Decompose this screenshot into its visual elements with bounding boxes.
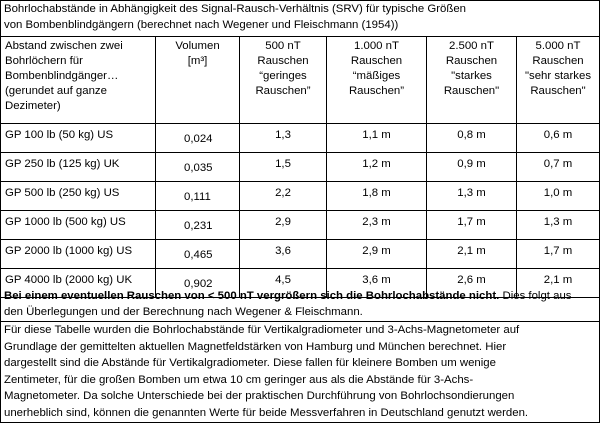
volume-cell: 0,465: [156, 240, 240, 269]
spacing-500nt-cell: 2,9: [240, 211, 327, 240]
bomb-type-cell: GP 2000 lb (1000 kg) US: [1, 240, 156, 269]
header-cell-2500nt: 2.500 nT Rauschen "starkes Rauschen": [427, 37, 517, 124]
volume-cell: 0,111: [156, 182, 240, 211]
spacing-1000nt-cell: 1,2 m: [327, 153, 427, 182]
volume-cell: 0,902: [156, 269, 240, 298]
caption-line: Bohrlochabstände in Abhängigkeit des Signal-Rausch-Verhältnis (SRV) für typische Größen: [4, 3, 466, 15]
bomb-type-cell: GP 250 lb (125 kg) UK: [1, 153, 156, 182]
volume-cell: 0,035: [156, 153, 240, 182]
header-cell-1000nt: 1.000 nT Rauschen “mäßiges Rauschen”: [327, 37, 427, 124]
spacing-2500nt-cell: 2,1 m: [427, 240, 517, 269]
noise-note-line: [4, 288, 598, 304]
spacing-1000nt-cell: 1,1 m: [327, 124, 427, 153]
spacing-2500nt-cell: 1,7 m: [427, 211, 517, 240]
header-cell-500nt: 500 nT Rauschen “geringes Rauschen”: [240, 37, 327, 124]
bomb-type-cell: GP 500 lb (250 kg) US: [1, 182, 156, 211]
header-cell-volume: Volumen [m³]: [156, 37, 240, 124]
method-note: [4, 322, 598, 422]
spacing-500nt-cell: 2,2: [240, 182, 327, 211]
noise-note: [4, 288, 598, 320]
spacing-1000nt-cell: 1,8 m: [327, 182, 427, 211]
spacing-1000nt-cell: 3,6 m: [327, 269, 427, 298]
spacing-2500nt-cell: 1,3 m: [427, 182, 517, 211]
table-caption: [4, 1, 596, 33]
table-row: [1, 182, 600, 211]
table-row: [1, 211, 600, 240]
volume-cell: 0,024: [156, 124, 240, 153]
table-header-row: [1, 37, 600, 124]
table-row: [1, 240, 600, 269]
header-cell-distance: Abstand zwischen zwei Bohrlöchern für Bombenblindgänger… (gerundet auf ganze Dezimeter): [1, 37, 156, 124]
method-note-line: Grundlage der gemittelten aktuellen Magnetfeldstärken von Hamburg und München berechnet. Hier: [4, 340, 507, 353]
spacing-2500nt-cell: 2,6 m: [427, 269, 517, 298]
spacing-500nt-cell: 1,5: [240, 153, 327, 182]
spacing-table: [0, 36, 600, 298]
spacing-500nt-cell: 3,6: [240, 240, 327, 269]
spacing-5000nt-cell: 2,1 m: [517, 269, 600, 298]
spacing-5000nt-cell: 0,6 m: [517, 124, 600, 153]
spacing-500nt-cell: 4,5: [240, 269, 327, 298]
bomb-type-cell: GP 100 lb (50 kg) US: [1, 124, 156, 153]
spacing-500nt-cell: 1,3: [240, 124, 327, 153]
method-note-line: unerheblich sind, können die genannten Werte für beide Messverfahren in Deutschland genutzt werden.: [4, 406, 529, 419]
caption-line: von Bombenblindgängern (berechnet nach Wegener und Fleischmann (1954)): [4, 19, 399, 31]
spacing-5000nt-cell: 1,7 m: [517, 240, 600, 269]
spacing-5000nt-cell: 1,0 m: [517, 182, 600, 211]
bomb-type-cell: GP 1000 lb (500 kg) US: [1, 211, 156, 240]
table-row: [1, 124, 600, 153]
table-row: [1, 153, 600, 182]
spacing-2500nt-cell: 0,9 m: [427, 153, 517, 182]
method-note-line: Zentimeter, für die großen Bomben um etwa 10 cm geringer aus als die Abstände für 3-Achs-: [4, 373, 474, 386]
bomb-type-cell: GP 4000 lb (2000 kg) UK: [1, 269, 156, 298]
volume-cell: 0,231: [156, 211, 240, 240]
method-note-line: Für diese Tabelle wurden die Bohrlochabstände für Vertikalgradiometer und 3-Achs-Magnetometer auf: [4, 324, 520, 336]
noise-note-rest: Dies folgt aus: [499, 290, 572, 302]
spacing-1000nt-cell: 2,9 m: [327, 240, 427, 269]
spacing-2500nt-cell: 0,8 m: [427, 124, 517, 153]
noise-note-bold: Bei einem eventuellen Rauschen von < 500 nT vergrößern sich die Bohrlochabstände nicht.: [4, 290, 500, 302]
noise-note-line: den Überlegungen und der Berechnung nach Wegener & Fleischmann.: [4, 306, 363, 318]
method-note-line: dargestellt sind die Abstände für Vertikalgradiometer. Diese fallen für kleinere Bomben um wenige: [4, 357, 496, 370]
header-cell-5000nt: 5.000 nT Rauschen "sehr starkes Rauschen": [517, 37, 600, 124]
method-note-line: Magnetometer. Da solche Unterschiede bei der praktischen Durchführung von Bohrlochsondierungen: [4, 390, 515, 403]
spacing-1000nt-cell: 2,3 m: [327, 211, 427, 240]
spacing-5000nt-cell: 1,3 m: [517, 211, 600, 240]
spacing-5000nt-cell: 0,7 m: [517, 153, 600, 182]
